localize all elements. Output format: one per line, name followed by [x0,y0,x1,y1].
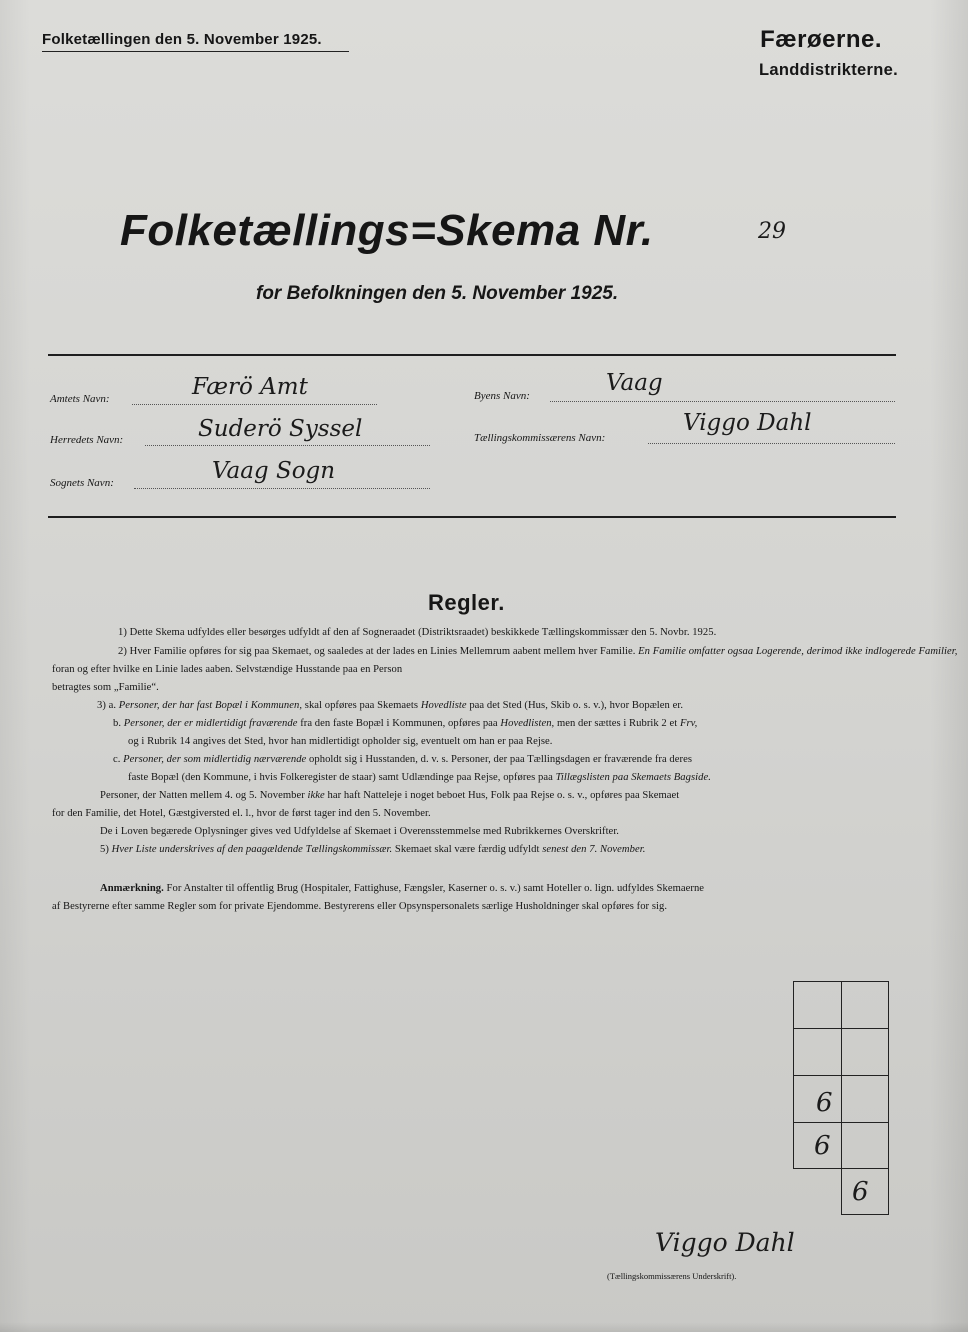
tally-row5-value: 6 [814,1131,831,1161]
header-underline [42,51,349,52]
rule-line-2: 2) Hver Familie opføres for sig paa Skemaet, og saaledes at der lades en Linies Mellemrum aabent mellem hver Familie. En Familie omfatter ogsaa Logerende, derimod ikke indlogerede Familier, [118,646,958,657]
rule-line-3b: b. Personer, der er midlertidigt fraværende fra den faste Bopæl i Kommunen, opføres paa Hovedlisten, men der sættes i Rubrik 2 et Frv, [113,718,698,729]
tally-grid-row-line-3 [793,1122,889,1123]
rule-line-4a: Personer, der Natten mellem 4. og 5. November ikke har haft Natteleje i noget beboet Hus, Folk paa Rejse o. s. v., opføres paa Skemaet [100,790,680,801]
note-label: Anmærkning. [100,883,164,894]
rule-line-1: 1) Dette Skema udfyldes eller besørges udfyldt af den af Sogneraadet (Distriktsraadet) beskikkede Tællingskommissær den 5. Novbr. 1925. [118,627,717,638]
rule-line-3c: c. Personer, der som midlertidig nærværende opholdt sig i Husstanden, d. v. s. Personer, der paa Tællingsdagen er fraværende fra deres [113,754,693,765]
rule-line-4a-cont: for den Familie, det Hotel, Gæstgiversted el. l., hvor de først tager ind den 5. November. [52,808,431,819]
by-value: Vaag [606,370,663,396]
herred-label: Herredets Navn: [50,434,124,446]
form-number: 29 [758,219,786,244]
amt-value: Færö Amt [192,374,308,400]
divider-bottom [48,516,896,518]
kommissaer-label: Tællingskommissærens Navn: [474,432,606,444]
by-dotted-line [550,401,895,402]
tally-total-value: 6 [852,1177,869,1207]
form-subtitle: for Befolkningen den 5. November 1925. [256,283,619,304]
sogn-dotted-line [134,488,430,489]
tally-row4-value: 6 [816,1088,833,1118]
rule-line-3a: 3) a. Personer, der har fast Bopæl i Kommunen, skal opføres paa Skemaets Hovedliste paa det Sted (Hus, Skib o. s. v.), hvor Bopælen er. [97,700,684,711]
amt-dotted-line [132,404,377,405]
sogn-value: Vaag Sogn [212,458,336,484]
rule-line-3: foran og efter hvilke en Linie lades aaben. Selvstændige Husstande paa en Person [52,664,403,675]
note-line-1: Anmærkning. For Anstalter til offentlig Brug (Hospitaler, Fattighuse, Fængsler, Kaserner o. s. v.) samt Hoteller o. lign. udfyldes Skemaerne [100,883,705,894]
rules-heading: Regler. [428,590,505,615]
rule-line-3b-cont: og i Rubrik 14 angives det Sted, hvor han midlertidigt opholder sig, eventuelt om han er paa Rejse. [128,736,553,747]
census-date-header: Folketællingen den 5. November 1925. [42,31,322,48]
divider-top [48,354,896,356]
signature-caption: (Tællingskommissærens Underskrift). [607,1271,737,1281]
rule-line-5: 5) Hver Liste underskrives af den paagældende Tællingskommissær. Skemaet skal være færdig udfyldt senest den 7. November. [100,844,646,855]
amt-label: Amtets Navn: [50,393,110,405]
rule-line-4b: De i Loven begærede Oplysninger gives ved Udfyldelse af Skemaet i Overensstemmelse med Rubrikkernes Overskrifter. [100,826,620,837]
rule-line-4: betragtes som „Familie“. [52,682,159,693]
herred-dotted-line [145,445,430,446]
by-label: Byens Navn: [474,390,530,402]
region-heading: Færøerne. [760,26,882,53]
sogn-label: Sognets Navn: [50,477,114,489]
page-bottom-shade [0,1322,968,1332]
note-line-2: af Bestyrerne efter samme Regler som for private Ejendomme. Bestyrerens eller Opsynspersonalets særlige Husholdninger skal opføres for sig. [52,901,668,912]
herred-value: Suderö Syssel [198,416,363,442]
rule-line-3c-cont: faste Bopæl (den Kommune, i hvis Folkeregister de staar) samt Udlændinge paa Rejse, opføres paa Tillægslisten paa Skemaets Bagside. [128,772,711,783]
district-heading: Landdistrikterne. [759,61,898,79]
tally-grid-row-line-1 [793,1028,889,1029]
tally-grid-row-line-2 [793,1075,889,1076]
kommissaer-value: Viggo Dahl [683,410,812,436]
kommissaer-dotted-line [648,443,895,444]
commissioner-signature: Viggo Dahl [655,1228,795,1257]
form-title: Folketællings=Skema Nr. [120,206,654,255]
